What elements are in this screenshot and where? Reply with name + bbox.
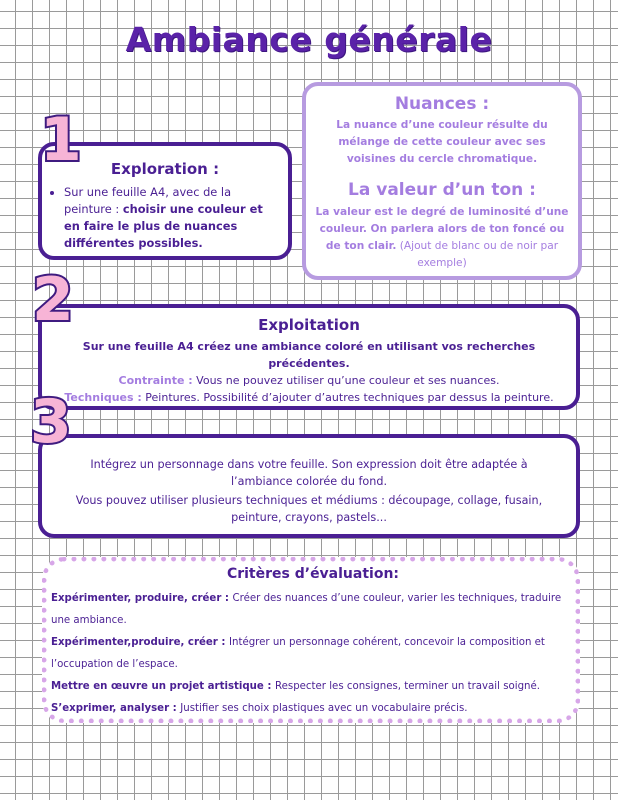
criteria-heading: Critères d’évaluation: <box>226 566 400 582</box>
exploitation-main: Sur une feuille A4 créez une ambiance coloré en utilisant vos recherches précédentes. <box>82 340 536 370</box>
step3-line2: Vous pouvez utiliser plusieurs techniques et médiums : découpage, collage, fusain, peinture, crayons, pastels... <box>75 494 543 524</box>
techniques-line <box>42 389 576 406</box>
exploration-list <box>42 184 288 252</box>
criteria-item <box>51 632 575 676</box>
criteria-text: Créer des nuances d’une couleur, varier les techniques, traduire une ambiance. <box>51 593 562 626</box>
techniques-label: Techniques : <box>64 391 142 404</box>
criteria-label: S’exprimer, analyser : <box>51 703 181 714</box>
techniques-text: Peintures. Possibilité d’ajouter d’autres techniques par dessus la peinture. <box>145 391 554 404</box>
criteria-item <box>51 698 575 720</box>
step-number-1: 1 <box>40 105 82 175</box>
valeur-heading: La valeur d’un ton : <box>348 180 536 200</box>
exploitation-card <box>38 304 580 410</box>
constraint-text: Vous ne pouvez utiliser qu’une couleur et ses nuances. <box>196 374 500 387</box>
nuances-heading: Nuances : <box>394 94 490 114</box>
criteria-label: Expérimenter,produire, créer : <box>51 637 229 648</box>
valeur-text-bold: La valeur est le degré de luminosité d’une couleur. On parlera alors de ton foncé ou de ton clair. <box>315 206 569 252</box>
exploitation-heading: Exploitation <box>258 316 360 334</box>
nuances-text: La nuance d’une couleur résulte du mélange de cette couleur avec ses voisines du cercle chromatique. <box>336 119 548 165</box>
criteria-card <box>42 557 580 723</box>
valeur-text <box>314 204 570 272</box>
criteria-list <box>51 588 575 720</box>
step-number-2: 2 <box>32 265 74 335</box>
criteria-item <box>51 676 575 698</box>
step-number-3: 3 <box>30 387 72 457</box>
step3-line1: Intégrez un personnage dans votre feuille. Son expression doit être adaptée à l’ambiance colorée du fond. <box>90 458 528 488</box>
criteria-text: Respecter les consignes, terminer un travail soigné. <box>275 681 540 692</box>
criteria-item <box>51 588 575 632</box>
criteria-text: Justifier ses choix plastiques avec un vocabulaire précis. <box>180 703 468 714</box>
valeur-text-plain: (Ajout de blanc ou de noir par exemple) <box>399 240 559 269</box>
criteria-text: Intégrer un personnage cohérent, concevoir la composition et l’occupation de l’espace. <box>51 637 545 670</box>
nuances-card <box>302 82 582 280</box>
constraint-label: Contrainte : <box>118 374 193 387</box>
exploration-bullet-bold: choisir une couleur et en faire le plus de nuances différentes possibles. <box>64 202 263 250</box>
list-item <box>64 184 280 252</box>
criteria-label: Mettre en œuvre un projet artistique : <box>51 681 275 692</box>
personnage-card <box>38 434 580 538</box>
exploration-bullet-plain: Sur une feuille A4, avec de la peinture : <box>64 185 232 216</box>
criteria-label: Expérimenter, produire, créer : <box>51 593 233 604</box>
exploration-heading: Exploration : <box>110 160 220 178</box>
constraint-line <box>42 372 576 389</box>
page-title: Ambiance générale <box>125 20 493 59</box>
